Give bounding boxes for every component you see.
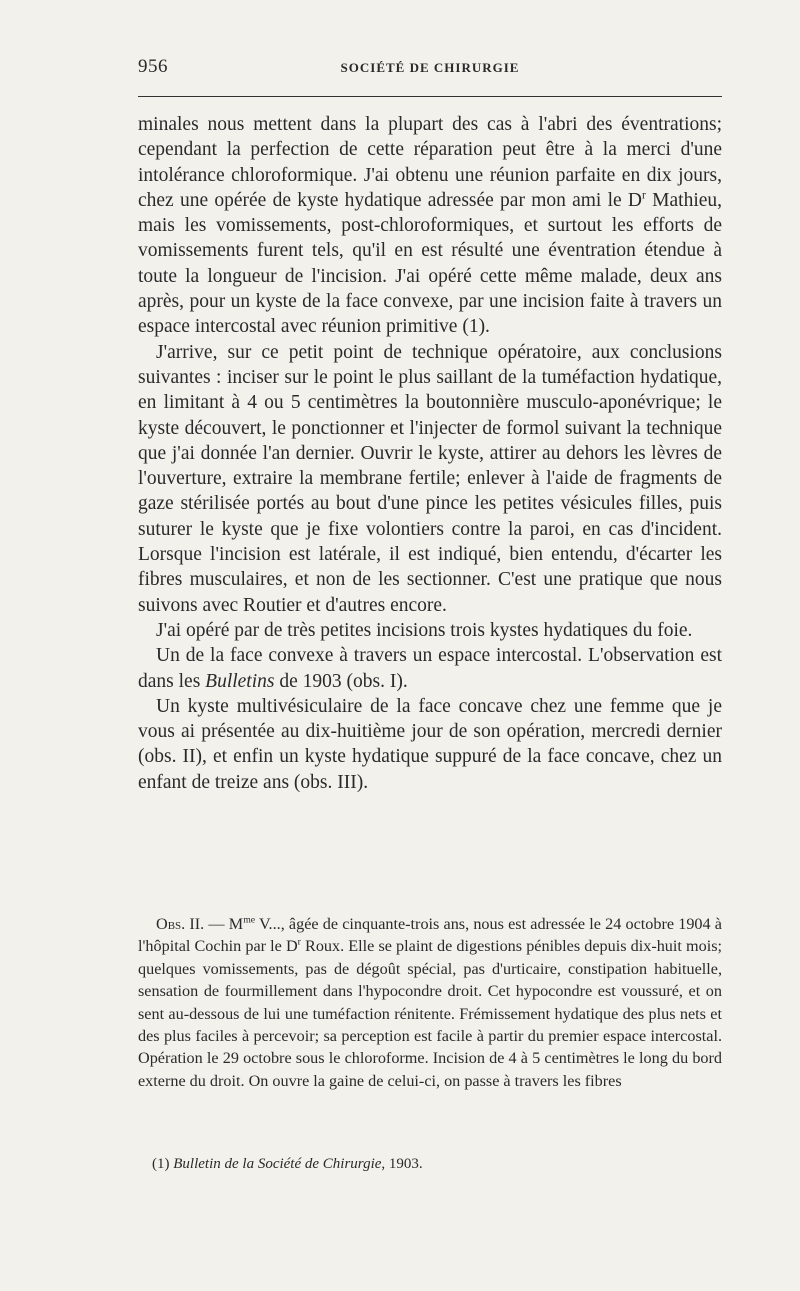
observation-block: [138, 913, 722, 1092]
footnote: [152, 1156, 722, 1173]
running-title: SOCIÉTÉ DE CHIRURGIE: [340, 60, 520, 75]
observation-text: Roux. Elle se plaint de digestions pénibles depuis dix-huit mois; quelques vomissements, pas de dégoût spécial, pas d'urticaire, constipation habituelle, sensation de fourmillement dans l'hypocondre droit. Cet hypocondre est voussuré, et on sent au-dessous de lui une tuméfaction rénitente. Frémissement hydatique des plus nets et des plus faciles à percevoir; sa perception est facile à partir du premier espace intercostal. Opération le 29 octobre sous le chloroforme. Incision de 4 à 5 centimètres le long du bord externe du droit. On ouvre la gaine de celui-ci, on passe à travers les fibres: [138, 937, 722, 1090]
page-number: 956: [138, 56, 168, 77]
paragraph-text: minales nous mettent dans la plupart des cas à l'abri des éventrations; cependant la perfection de cette réparation peut être à la merci d'une intolérance chloroformique. J'ai obtenu une réunion parfaite en dix jours, chez une opérée de kyste hydatique adressée par mon ami le D: [138, 114, 722, 211]
paragraph-4: [138, 643, 722, 694]
footnote-year: , 1903.: [381, 1156, 423, 1172]
page-header: [138, 56, 722, 86]
main-text: [138, 112, 722, 795]
footnote-number: (1): [152, 1156, 170, 1172]
observation-label: Obs. II.: [156, 915, 205, 933]
observation-text: — M: [204, 915, 244, 933]
superscript: r: [642, 188, 646, 202]
paragraph-text: Un de la face convexe à travers un espace intercostal. L'observation est dans les: [138, 645, 722, 692]
paragraph-2: J'arrive, sur ce petit point de technique opératoire, aux conclusions suivantes : inciser sur le point le plus saillant de la tuméfaction hydatique, en limitant à 4 ou 5 centimètres la boutonnière musculo-aponévrique; le kyste découvert, le ponctionner et l'injecter de formol suivant la technique que j'ai donnée l'an dernier. Ouvrir le kyste, attirer au dehors les lèvres de l'ouverture, extraire la membrane fertile; enlever à l'aide de fragments de gaze stérilisée portés au bout d'une pince les petites vésicules filles, puis suturer le kyste que je fixe volontiers contre la paroi, en cas d'incident. Lorsque l'incision est latérale, il est indiqué, bien entendu, d'écarter les fibres musculaires, et non de les sectionner. C'est une pratique que nous suivons avec Routier et d'autres encore.: [138, 341, 722, 616]
observation-text: V..., âgée de cinquante-trois ans, nous est adressée le 24 octobre 1904 à l'hôpital Cochin par le D: [138, 915, 722, 956]
observation-paragraph: [138, 913, 722, 1092]
superscript: r: [297, 937, 301, 949]
paragraph-3: J'ai opéré par de très petites incisions trois kystes hydatiques du foie.: [156, 619, 693, 641]
paragraph-text: de 1903 (obs. I).: [274, 670, 408, 692]
footnote-title: Bulletin de la Société de Chirurgie: [173, 1156, 382, 1172]
paragraph-text: Mathieu, mais les vomissements, post-chloroformiques, et surtout les efforts de vomissements furent tels, qu'il en est résulté une éventration étendue à toute la longueur de l'incision. J'ai opéré cette même malade, deux ans après, pour un kyste de la face convexe, par une incision faite à travers un espace intercostal avec réunion primitive (1).: [138, 189, 723, 338]
superscript: me: [243, 914, 256, 926]
paragraph-1: [138, 112, 722, 340]
italic-text: Bulletins: [205, 670, 275, 692]
paragraph-5: Un kyste multivésiculaire de la face concave chez une femme que je vous ai présentée au dix-huitième jour de son opération, mercredi dernier (obs. II), et enfin un kyste hydatique suppuré de la face concave, chez un enfant de treize ans (obs. III).: [138, 695, 722, 793]
header-rule: [138, 96, 722, 97]
